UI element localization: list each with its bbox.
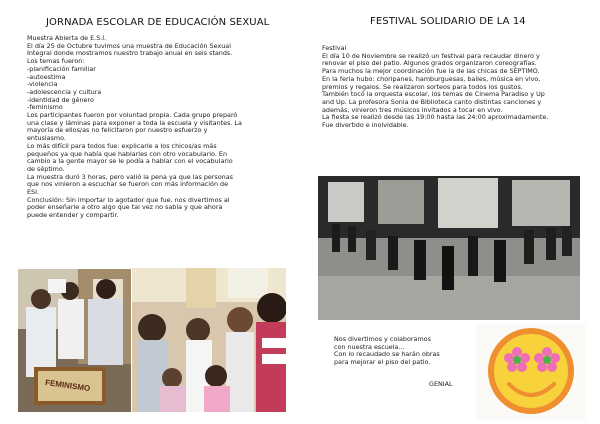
left-line: Lo más difícil para todos fue: explicarle a los chicos/as más <box>27 141 217 150</box>
left-line: Conclusión: Sin importar lo agotador que fue, nos divertimos al <box>27 195 230 204</box>
right-line: premios y regalos. Se realizaron sorteos para todos los gustos. <box>322 82 523 91</box>
left-line: -violencia <box>27 80 58 89</box>
left-line: cambio a la gente mayor se le podía a hablar con el vocabulario <box>27 157 233 166</box>
left-line: -identidad de género <box>27 95 94 104</box>
note-line: con nuestra escuela... <box>334 342 405 351</box>
left-line: que nos vinieron a escuchar se fueron con más información de <box>27 180 229 189</box>
left-line: -planificación familiar <box>27 64 96 73</box>
left-line: La muestra duró 3 horas, pero valió la pena ya que las personas <box>27 172 233 181</box>
left-line: -feminismo <box>27 103 63 112</box>
left-line: entusiasmo. <box>27 134 66 143</box>
left-article-title: JORNADA ESCOLAR DE EDUCACIÓN SEXUAL <box>46 17 270 28</box>
photo-kids-group-graphic <box>132 268 286 412</box>
smiley-drawing <box>476 324 586 420</box>
right-article-title: FESTIVAL SOLIDARIO DE LA 14 <box>370 16 526 27</box>
left-line: -autoestima <box>27 72 66 81</box>
left-line: poder enseñarle a otro algo que tal vez no sabía y que ahora <box>27 203 223 212</box>
left-line: El día 25 de Octubre tuvimos una muestra de Educación Sexual <box>27 41 231 50</box>
left-line: Los participantes fueron por voluntad propia. Cada grupo preparó <box>27 111 238 120</box>
photo-festival-dance-graphic <box>318 176 580 320</box>
right-line: además, vinieron tres músicos invitados a tocar en vivo. <box>322 105 503 114</box>
left-line: Los temas fueron: <box>27 57 85 66</box>
photo-kids-group <box>132 268 286 412</box>
feminismo-sign-text: FEMINISMO <box>44 377 91 394</box>
right-article-body <box>322 45 592 130</box>
left-line: -adolescencia y cultura <box>27 87 102 96</box>
right-line: La fiesta se realizó desde las 19:00 hasta las 24:00 aproximadamente. <box>322 113 549 122</box>
left-line: una clase y láminas para exponer a toda la escuela y visitantes. La <box>27 118 242 127</box>
note-signature: GENIAL <box>429 380 453 388</box>
left-line: mayoría de ellos/as no felicitaron por nuestro esfuerzo y <box>27 126 208 135</box>
right-line: and Up. La profesora Sonia de Biblioteca canto distintas canciones y <box>322 97 542 106</box>
left-article-body <box>27 35 289 220</box>
note-line: para mejorar el piso del patio. <box>334 358 431 367</box>
right-line: Festival <box>322 44 347 52</box>
left-line: de séptimo. <box>27 164 65 173</box>
note-line: Nos divertimos y colaboramos <box>334 335 431 343</box>
right-line: También tocó la orquesta escolar, los temas de Cinema Paradiso y Up <box>322 90 545 99</box>
right-line: En la feria hubo: choripanes, hamburguesas, bailes, música en vivo, <box>322 74 541 83</box>
photo-festival-dance <box>318 176 580 320</box>
left-line: puede entender y compartir. <box>27 211 119 220</box>
festival-note <box>334 336 464 367</box>
right-line: El día 10 de Noviembre se realizó un festival para recaudar dinero y <box>322 51 540 60</box>
smiley-face-icon <box>476 324 586 420</box>
right-line: renovar el piso del patio. Algunos grados organizaron coreografías. <box>322 59 537 68</box>
right-line: Para muchos la mejor coordinación fue la de las chicas de SÉPTIMO. <box>322 67 540 76</box>
left-line: Muestra Abierta de E.S.I. <box>27 34 107 42</box>
note-line: Con lo recaudado se harán obras <box>334 350 440 359</box>
left-line: ESI. <box>27 188 40 197</box>
left-line: Integral donde mostramos nuestro trabajo anual en seis stands. <box>27 49 233 58</box>
right-line: Fue divertido e inolvidable. <box>322 121 409 130</box>
left-line: pequeños ya que había que hablarles con otro vocabulario. En <box>27 149 227 158</box>
photo-students-feminismo-stand <box>18 269 131 412</box>
